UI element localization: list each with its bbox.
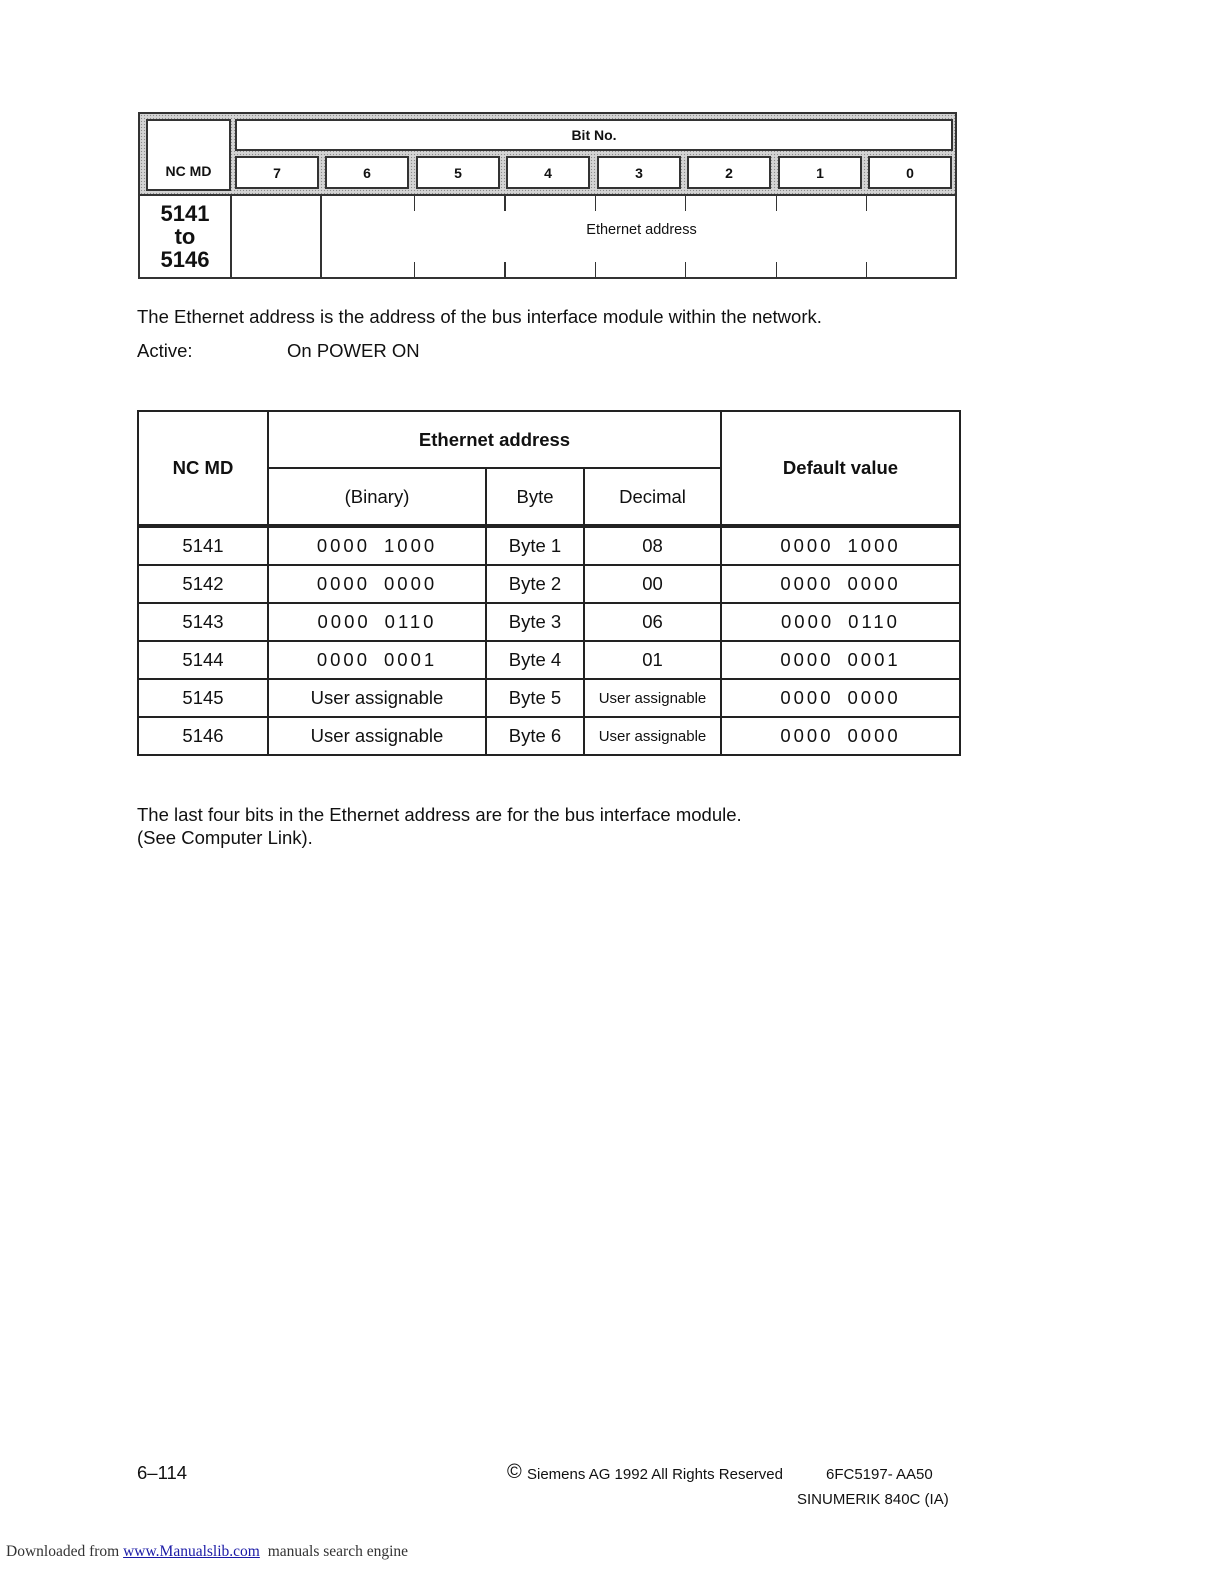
table-row	[138, 565, 960, 603]
subheader-byte: Byte	[486, 468, 584, 526]
range-start: 5141	[160, 201, 210, 226]
binary-cell: User assignable	[268, 679, 486, 717]
default-low-nibble: 0000	[847, 573, 901, 594]
table-row	[138, 717, 960, 755]
bit-number-1: 1	[778, 156, 862, 189]
bit-number-0: 0	[868, 156, 952, 189]
decimal-cell: User assignable	[584, 679, 721, 717]
active-value: On POWER ON	[287, 340, 420, 361]
binary-high-nibble: 0000	[316, 649, 370, 670]
download-suffix: manuals search engine	[267, 1543, 409, 1560]
binary-cell	[268, 641, 486, 679]
bit-number-3: 3	[597, 156, 681, 189]
download-prefix: Downloaded from	[6, 1543, 120, 1560]
order-number: 6FC5197- AA50	[826, 1466, 933, 1483]
col-header-ethernet-address: Ethernet address	[268, 411, 721, 468]
bit-number-5: 5	[416, 156, 500, 189]
ethernet-address-table	[137, 410, 961, 756]
binary-cell	[268, 603, 486, 641]
download-banner	[6, 1543, 408, 1561]
default-value-cell	[721, 679, 960, 717]
binary-low-nibble: 1000	[384, 535, 438, 556]
bit-number-2: 2	[687, 156, 771, 189]
default-low-nibble: 0110	[848, 611, 900, 632]
col-header-default-value: Default value	[721, 411, 960, 526]
default-high-nibble: 0000	[781, 611, 835, 632]
default-low-nibble: 1000	[847, 535, 901, 556]
binary-low-nibble: 0110	[384, 611, 437, 632]
table-row	[138, 641, 960, 679]
ethernet-address-field-label: Ethernet address	[586, 222, 697, 238]
default-high-nibble: 0000	[780, 573, 834, 594]
bit-divider-tick	[595, 262, 596, 277]
default-value-cell	[721, 526, 960, 565]
binary-high-nibble: 0000	[316, 573, 370, 594]
decimal-cell: 08	[584, 526, 721, 565]
bit-number-7: 7	[235, 156, 319, 189]
bit-divider-tick	[414, 262, 415, 277]
nc-md-range	[140, 196, 232, 277]
bit-divider-tick	[866, 262, 867, 277]
nc-md-cell: 5141	[138, 526, 268, 565]
default-high-nibble: 0000	[780, 535, 834, 556]
note-line-1: The last four bits in the Ethernet address are for the bus interface module.	[137, 804, 742, 825]
manualslib-link[interactable]: www.Manualslib.com	[123, 1543, 260, 1560]
page-number: 6–114	[137, 1462, 188, 1483]
copyright-text: Siemens AG 1992 All Rights Reserved	[527, 1466, 783, 1483]
range-end: 5146	[160, 247, 210, 272]
note-line-2: (See Computer Link).	[137, 827, 313, 848]
bit-divider-tick	[504, 262, 506, 277]
default-value-cell	[721, 565, 960, 603]
binary-high-nibble: 0000	[317, 611, 371, 632]
decimal-cell: 00	[584, 565, 721, 603]
default-low-nibble: 0001	[847, 649, 901, 670]
decimal-cell: User assignable	[584, 717, 721, 755]
bit-divider-tick	[685, 262, 686, 277]
byte-cell: Byte 4	[486, 641, 584, 679]
bit-no-header-cell: Bit No.	[235, 119, 953, 151]
byte-cell: Byte 5	[486, 679, 584, 717]
byte-cell: Byte 6	[486, 717, 584, 755]
bit-diagram-header	[140, 114, 955, 196]
default-high-nibble: 0000	[780, 687, 834, 708]
nc-md-cell: 5145	[138, 679, 268, 717]
subheader-decimal: Decimal	[584, 468, 721, 526]
byte-cell: Byte 1	[486, 526, 584, 565]
binary-low-nibble: 0001	[384, 649, 438, 670]
binary-low-nibble: 0000	[384, 573, 438, 594]
active-label: Active:	[137, 340, 193, 361]
binary-cell	[268, 526, 486, 565]
subheader-binary: (Binary)	[268, 468, 486, 526]
table-row	[138, 603, 960, 641]
nc-md-header-cell: NC MD	[146, 119, 231, 191]
bit-layout-diagram	[138, 112, 957, 279]
nc-md-cell: 5142	[138, 565, 268, 603]
default-high-nibble: 0000	[780, 649, 834, 670]
default-low-nibble: 0000	[847, 725, 901, 746]
byte-cell: Byte 2	[486, 565, 584, 603]
table-row	[138, 679, 960, 717]
binary-cell	[268, 565, 486, 603]
default-value-cell	[721, 717, 960, 755]
nc-md-cell: 5143	[138, 603, 268, 641]
copyright-icon: ©	[507, 1461, 522, 1483]
binary-cell: User assignable	[268, 717, 486, 755]
default-high-nibble: 0000	[780, 725, 834, 746]
col-header-nc-md: NC MD	[138, 411, 268, 526]
binary-high-nibble: 0000	[316, 535, 370, 556]
nc-md-cell: 5144	[138, 641, 268, 679]
default-low-nibble: 0000	[847, 687, 901, 708]
byte-cell: Byte 3	[486, 603, 584, 641]
decimal-cell: 01	[584, 641, 721, 679]
table-row	[138, 526, 960, 565]
bit-7-field	[232, 196, 322, 277]
product-name: SINUMERIK 840C (IA)	[797, 1491, 949, 1508]
description-text: The Ethernet address is the address of the bus interface module within the network.	[137, 306, 822, 327]
nc-md-cell: 5146	[138, 717, 268, 755]
decimal-cell: 06	[584, 603, 721, 641]
range-to: to	[174, 224, 196, 249]
bit-number-4: 4	[506, 156, 590, 189]
default-value-cell	[721, 603, 960, 641]
default-value-cell	[721, 641, 960, 679]
bit-divider-tick	[776, 262, 777, 277]
bit-number-6: 6	[325, 156, 409, 189]
